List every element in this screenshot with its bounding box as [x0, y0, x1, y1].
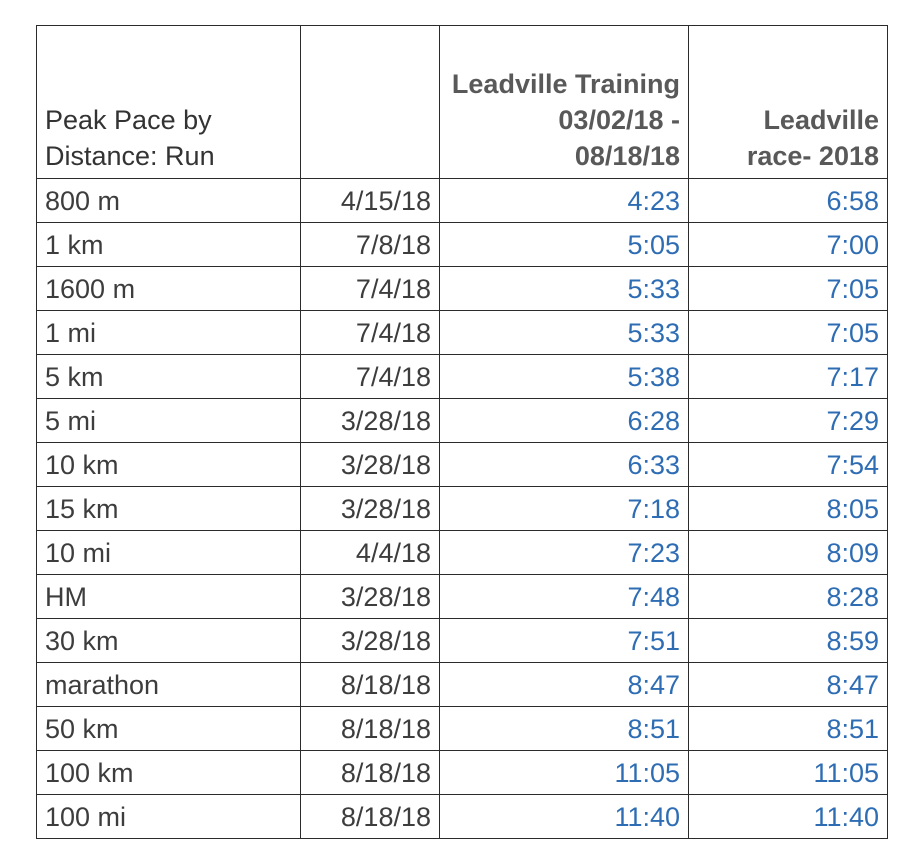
table-row [37, 399, 888, 443]
date-cell: 7/4/18 [301, 311, 440, 355]
training-pace-cell: 5:05 [440, 223, 689, 267]
date-cell: 8/18/18 [301, 795, 440, 839]
table-row [37, 531, 888, 575]
distance-cell: 100 km [37, 751, 301, 795]
table-row [37, 443, 888, 487]
table-row [37, 707, 888, 751]
race-pace-cell: 8:59 [689, 619, 888, 663]
date-cell: 8/18/18 [301, 751, 440, 795]
training-pace-cell: 5:38 [440, 355, 689, 399]
training-pace-cell: 11:05 [440, 751, 689, 795]
race-pace-cell: 8:51 [689, 707, 888, 751]
race-pace-cell: 8:47 [689, 663, 888, 707]
header-date [301, 26, 440, 179]
distance-cell: 5 mi [37, 399, 301, 443]
race-pace-cell: 8:28 [689, 575, 888, 619]
date-cell: 7/8/18 [301, 223, 440, 267]
table-body [37, 179, 888, 839]
header-distance: Peak Pace by Distance: Run [37, 26, 301, 179]
distance-cell: 1 km [37, 223, 301, 267]
distance-cell: 50 km [37, 707, 301, 751]
distance-cell: 1 mi [37, 311, 301, 355]
distance-cell: 10 km [37, 443, 301, 487]
training-pace-cell: 5:33 [440, 267, 689, 311]
race-pace-cell: 8:09 [689, 531, 888, 575]
training-pace-cell: 11:40 [440, 795, 689, 839]
training-pace-cell: 7:18 [440, 487, 689, 531]
header-row [37, 26, 888, 179]
training-pace-cell: 8:51 [440, 707, 689, 751]
race-pace-cell: 6:58 [689, 179, 888, 223]
race-pace-cell: 7:54 [689, 443, 888, 487]
date-cell: 3/28/18 [301, 575, 440, 619]
table-row [37, 795, 888, 839]
distance-cell: 15 km [37, 487, 301, 531]
distance-cell: marathon [37, 663, 301, 707]
training-pace-cell: 6:33 [440, 443, 689, 487]
distance-cell: 30 km [37, 619, 301, 663]
training-pace-cell: 7:51 [440, 619, 689, 663]
race-pace-cell: 7:17 [689, 355, 888, 399]
race-pace-cell: 7:05 [689, 267, 888, 311]
race-pace-cell: 7:05 [689, 311, 888, 355]
race-pace-cell: 7:29 [689, 399, 888, 443]
date-cell: 8/18/18 [301, 663, 440, 707]
race-pace-cell: 8:05 [689, 487, 888, 531]
date-cell: 3/28/18 [301, 619, 440, 663]
date-cell: 3/28/18 [301, 487, 440, 531]
date-cell: 4/4/18 [301, 531, 440, 575]
table-row [37, 619, 888, 663]
table-row [37, 355, 888, 399]
table-row [37, 751, 888, 795]
table-row [37, 487, 888, 531]
distance-cell: 1600 m [37, 267, 301, 311]
race-pace-cell: 7:00 [689, 223, 888, 267]
table-row [37, 223, 888, 267]
training-pace-cell: 8:47 [440, 663, 689, 707]
date-cell: 3/28/18 [301, 399, 440, 443]
table-row [37, 663, 888, 707]
date-cell: 3/28/18 [301, 443, 440, 487]
distance-cell: 10 mi [37, 531, 301, 575]
date-cell: 7/4/18 [301, 267, 440, 311]
distance-cell: 800 m [37, 179, 301, 223]
distance-cell: HM [37, 575, 301, 619]
training-pace-cell: 7:23 [440, 531, 689, 575]
table-row [37, 311, 888, 355]
header-race: Leadville race- 2018 [689, 26, 888, 179]
race-pace-cell: 11:05 [689, 751, 888, 795]
training-pace-cell: 7:48 [440, 575, 689, 619]
table-row [37, 267, 888, 311]
date-cell: 7/4/18 [301, 355, 440, 399]
table-row [37, 575, 888, 619]
date-cell: 8/18/18 [301, 707, 440, 751]
distance-cell: 5 km [37, 355, 301, 399]
table-row [37, 179, 888, 223]
race-pace-cell: 11:40 [689, 795, 888, 839]
date-cell: 4/15/18 [301, 179, 440, 223]
training-pace-cell: 6:28 [440, 399, 689, 443]
training-pace-cell: 5:33 [440, 311, 689, 355]
header-training: Leadville Training 03/02/18 - 08/18/18 [440, 26, 689, 179]
training-pace-cell: 4:23 [440, 179, 689, 223]
peak-pace-table [36, 25, 888, 839]
distance-cell: 100 mi [37, 795, 301, 839]
